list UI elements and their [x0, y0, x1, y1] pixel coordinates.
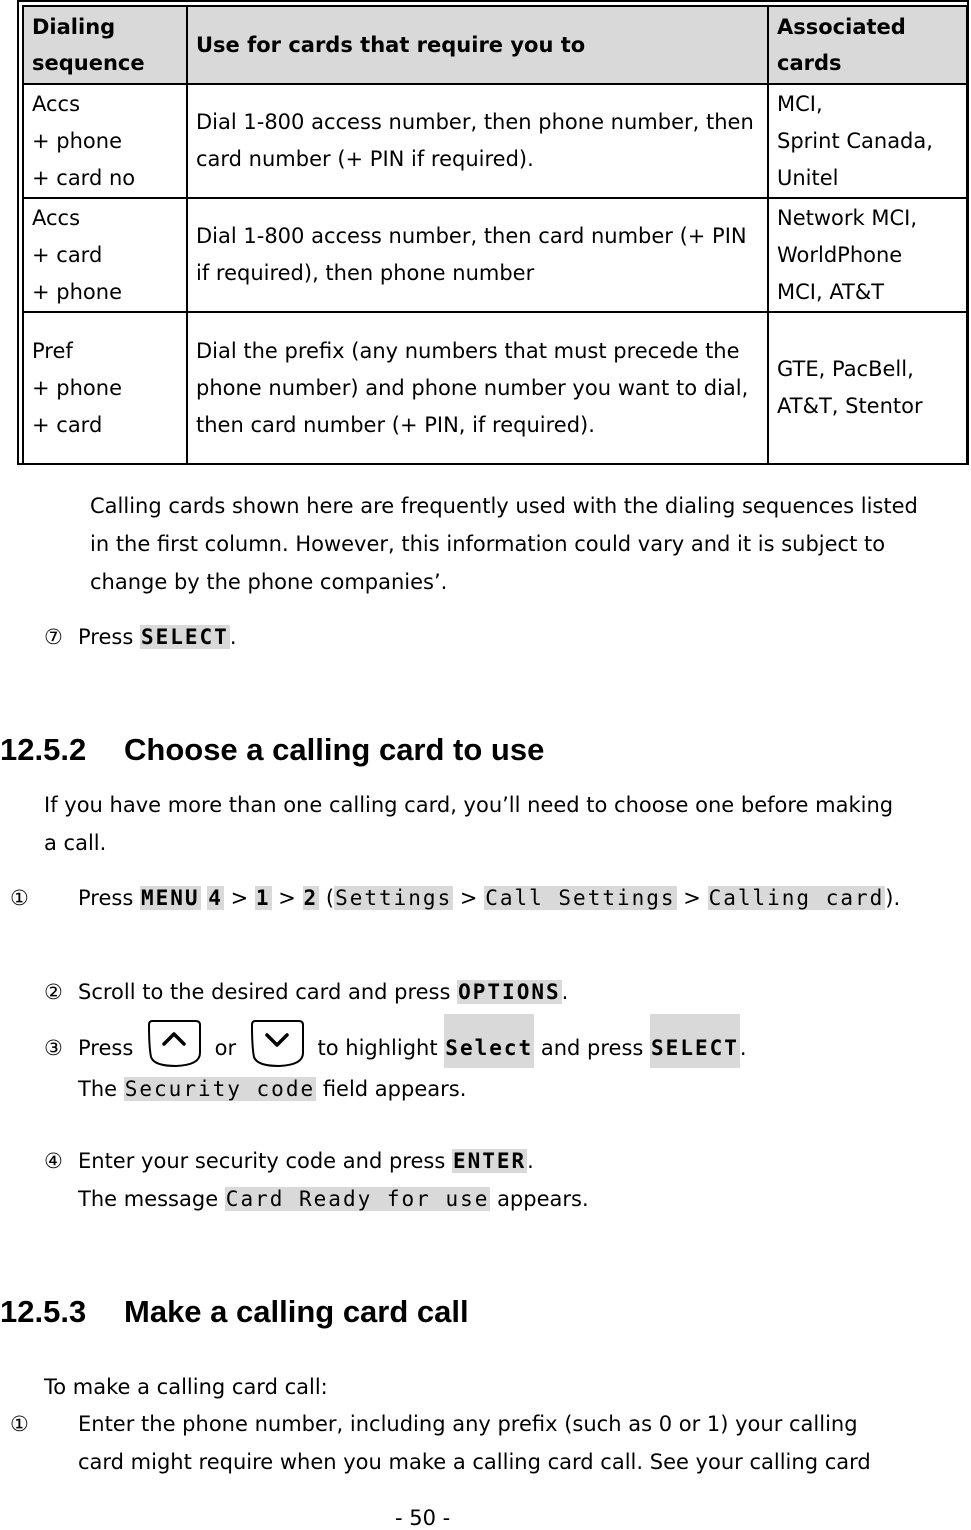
step-text: Enter your security code and press [78, 1149, 446, 1173]
paren: ( [325, 886, 335, 910]
table-row [23, 312, 967, 464]
step-1 [10, 879, 971, 917]
select-button-label: SELECT [650, 1014, 740, 1068]
table-row [23, 84, 967, 198]
key-1-label: 1 [255, 886, 271, 910]
step-marker: ⑦ [44, 625, 63, 649]
card-line: WorldPhone [777, 242, 903, 267]
up-arrow-key-icon [146, 1017, 202, 1069]
section-intro: To make a calling card call: [44, 1375, 328, 1399]
sequence-line: + card [32, 412, 103, 437]
step-marker: ① [10, 1412, 29, 1436]
table-header-row [23, 6, 967, 84]
punctuation: . [527, 1149, 534, 1173]
card-line: Sprint Canada, [777, 128, 933, 153]
cards-cell [768, 198, 967, 312]
calling-card-menu-label: Calling card [708, 886, 885, 910]
sequence-cell [23, 84, 187, 198]
step-text: Scroll to the desired card and press [78, 980, 451, 1004]
options-button-label: OPTIONS [458, 980, 561, 1004]
select-item-label: Select [444, 1014, 534, 1068]
card-line: MCI, AT&T [777, 279, 885, 304]
sequence-line: + phone [32, 128, 122, 153]
section-intro: If you have more than one calling card, you’ll need to choose one before making a call. [44, 793, 894, 855]
separator: > [230, 886, 249, 910]
header-associated-cards: Associated cards [768, 6, 967, 84]
separator: > [278, 886, 296, 910]
sequence-line: + card [32, 242, 103, 267]
separator: > [459, 886, 478, 910]
step-text: Press [78, 1036, 134, 1060]
cards-cell [768, 84, 967, 198]
sequence-line: + phone [32, 279, 122, 304]
punctuation: . [561, 980, 569, 1004]
use-cell: Dial 1-800 access number, then card number (+ PIN if required), then phone number [187, 198, 768, 312]
sequence-cell [23, 312, 187, 464]
table-row [23, 198, 967, 312]
header-dialing-sequence: Dialing sequence [23, 6, 187, 84]
section-number: 12.5.3 [0, 1294, 87, 1329]
step-4-result [44, 1180, 589, 1218]
settings-menu-label: Settings [335, 886, 453, 910]
sequence-line: Pref [32, 338, 73, 363]
sequence-line: Accs [32, 91, 81, 116]
section-heading-12-5-2 [0, 730, 544, 770]
card-line: GTE, PacBell, [777, 357, 914, 381]
select-button-label: SELECT [140, 625, 229, 649]
enter-button-label: ENTER [452, 1149, 527, 1173]
call-settings-menu-label: Call Settings [485, 886, 676, 910]
step-4 [44, 1142, 589, 1218]
sequence-line: + phone [32, 375, 122, 400]
step-text: or [214, 1036, 237, 1060]
card-line: Unitel [777, 165, 839, 190]
down-arrow-key-icon [249, 1017, 305, 1069]
card-ready-message: Card Ready for use [225, 1187, 490, 1211]
page-number: - 50 - [395, 1506, 451, 1530]
sequence-cell [23, 198, 187, 312]
calling-cards-note: Calling cards shown here are frequently used with the dialing sequences listed in the first column. However, this information could vary and it is subject to change by the phone companies’. [90, 494, 918, 594]
dialing-sequence-table [17, 0, 969, 465]
card-line: MCI, [777, 91, 823, 116]
dialing-table [22, 5, 968, 465]
step-text: appears. [497, 1187, 589, 1211]
step-text: The message [78, 1187, 219, 1211]
step-text: Press [78, 886, 134, 910]
section-title: Choose a calling card to use [124, 732, 545, 767]
step-1 [10, 1405, 971, 1481]
paren: ). [885, 886, 901, 910]
punctuation: . [739, 1036, 747, 1060]
card-line: Network MCI, [777, 205, 918, 230]
key-2-label: 2 [303, 886, 319, 910]
step-text: Press [78, 625, 134, 649]
menu-key-label: MENU [140, 886, 200, 910]
step-marker: ② [44, 980, 63, 1004]
use-cell: Dial 1-800 access number, then phone number, then card number (+ PIN if required). [187, 84, 768, 198]
step-text: field appears. [322, 1077, 467, 1101]
security-code-field-label: Security code [124, 1077, 316, 1101]
key-4-label: 4 [208, 886, 223, 910]
section-heading-12-5-3 [0, 1292, 469, 1332]
step-3-result [44, 1070, 964, 1108]
step-text: to highlight [317, 1036, 438, 1060]
step-2 [44, 973, 568, 1011]
cards-cell [768, 312, 967, 464]
step-3 [44, 1014, 964, 1108]
step-marker: ① [10, 886, 29, 910]
card-line: AT&T, Stentor [777, 394, 923, 418]
section-number: 12.5.2 [0, 732, 87, 767]
sequence-line: + card no [32, 165, 136, 190]
punctuation: . [229, 625, 237, 649]
section-title: Make a calling card call [124, 1294, 469, 1329]
step-text: The [78, 1077, 118, 1101]
use-cell: Dial the prefix (any numbers that must precede the phone number) and phone number you want to dial, then card number (+ PIN, if required). [187, 312, 768, 464]
step-text: card might require when you make a calling card call. See your calling card [78, 1450, 871, 1474]
step-marker: ③ [44, 1036, 63, 1060]
step-text: and press [540, 1036, 644, 1060]
step-text: Enter the phone number, including any prefix (such as 0 or 1) your calling [78, 1412, 858, 1436]
step-7 [44, 618, 237, 656]
header-use-for: Use for cards that require you to [187, 6, 768, 84]
step-marker: ④ [44, 1149, 63, 1173]
sequence-line: Accs [32, 205, 81, 230]
separator: > [683, 886, 701, 910]
